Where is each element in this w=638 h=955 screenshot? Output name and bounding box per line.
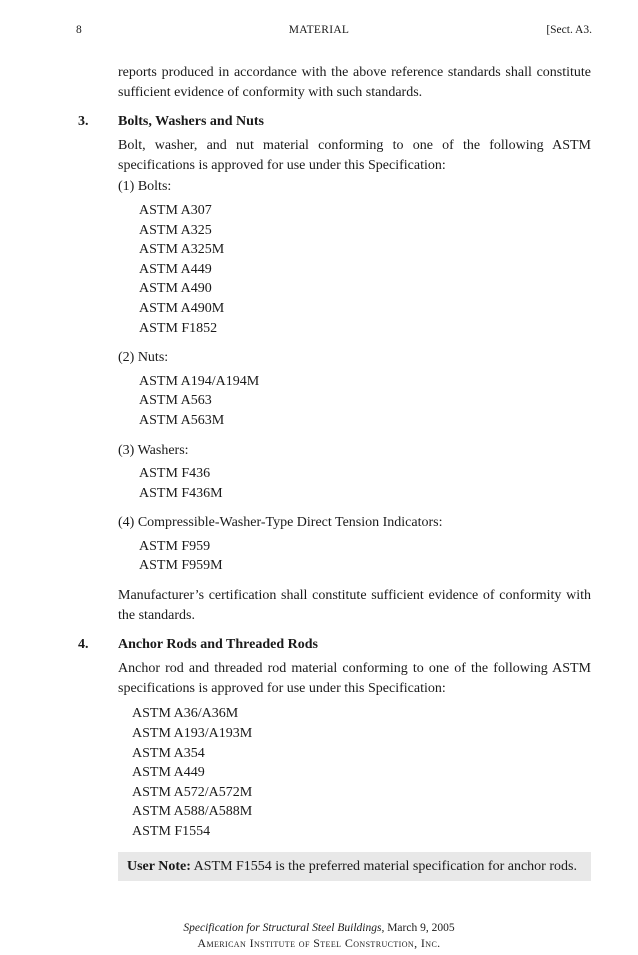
section-reference: [Sect. A3.: [546, 24, 592, 36]
user-note-box: [118, 852, 591, 882]
section-4-heading: [0, 635, 638, 655]
page-footer: [0, 921, 638, 951]
user-note-label: User Note:: [127, 858, 191, 874]
list-item: ASTM A354: [132, 745, 205, 761]
bolts-list: [139, 201, 638, 338]
list-item: ASTM A588/A588M: [132, 804, 253, 820]
section-4-body: Anchor rod and threaded rod material conforming to one of the following ASTM specifications is approved for use under this Specification:: [118, 661, 591, 696]
intro-paragraph: reports produced in accordance with the above reference standards shall constitute sufficient evidence of conformity with such standards.: [118, 65, 591, 100]
section-3-body: Bolt, washer, and nut material conforming to one of the following ASTM specifications is approved for use under this Specification:: [118, 138, 591, 173]
list-item: ASTM A449: [132, 765, 205, 781]
section-3-closing: Manufacturer’s certification shall constitute sufficient evidence of conformity with the standards.: [118, 588, 591, 623]
section-3-number: 3.: [78, 114, 89, 130]
list-item: ASTM A325M: [139, 242, 225, 258]
list-item: ASTM F436: [139, 466, 211, 482]
bolts-label: (1) Bolts:: [118, 179, 172, 195]
list-item: ASTM A194/A194M: [139, 373, 260, 389]
list-item: ASTM A36/A36M: [132, 706, 239, 722]
footer-date: March 9, 2005: [387, 922, 455, 934]
anchor-rods-list: [132, 704, 638, 841]
list-item: ASTM F436M: [139, 485, 223, 501]
page-header: [0, 24, 638, 42]
list-item: ASTM A563M: [139, 412, 225, 428]
list-item: ASTM F959M: [139, 558, 223, 574]
section-3-title: Bolts, Washers and Nuts: [118, 114, 265, 130]
tension-indicators-label: (4) Compressible-Washer-Type Direct Tension Indicators:: [118, 515, 443, 531]
list-item: ASTM A325: [139, 222, 212, 238]
list-item: ASTM A490M: [139, 300, 225, 316]
washers-label: (3) Washers:: [118, 442, 189, 458]
list-item: ASTM A449: [139, 261, 212, 277]
list-item: ASTM A563: [139, 393, 212, 409]
tension-indicators-list: [139, 537, 638, 576]
list-item: ASTM A572/A572M: [132, 784, 253, 800]
page-number: 8: [76, 24, 82, 36]
section-4-title: Anchor Rods and Threaded Rods: [118, 637, 318, 653]
nuts-list: [139, 372, 638, 431]
nuts-label: (2) Nuts:: [118, 350, 169, 366]
list-item: ASTM A307: [139, 202, 212, 218]
page-content: [0, 63, 638, 881]
list-item: ASTM A490: [139, 281, 212, 297]
running-title: MATERIAL: [288, 24, 350, 36]
user-note-text: ASTM F1554 is the preferred material specification for anchor rods.: [193, 858, 577, 874]
list-item: ASTM A193/A193M: [132, 726, 253, 742]
footer-spec-title: Specification for Structural Steel Buildings,: [183, 922, 385, 934]
list-item: ASTM F1852: [139, 320, 218, 336]
footer-organization: American Institute of Steel Construction, Inc.: [197, 936, 441, 950]
list-item: ASTM F959: [139, 538, 211, 554]
section-3-heading: [0, 112, 638, 132]
list-item: ASTM F1554: [132, 824, 211, 839]
section-4-number: 4.: [78, 637, 89, 653]
washers-list: [139, 464, 638, 503]
